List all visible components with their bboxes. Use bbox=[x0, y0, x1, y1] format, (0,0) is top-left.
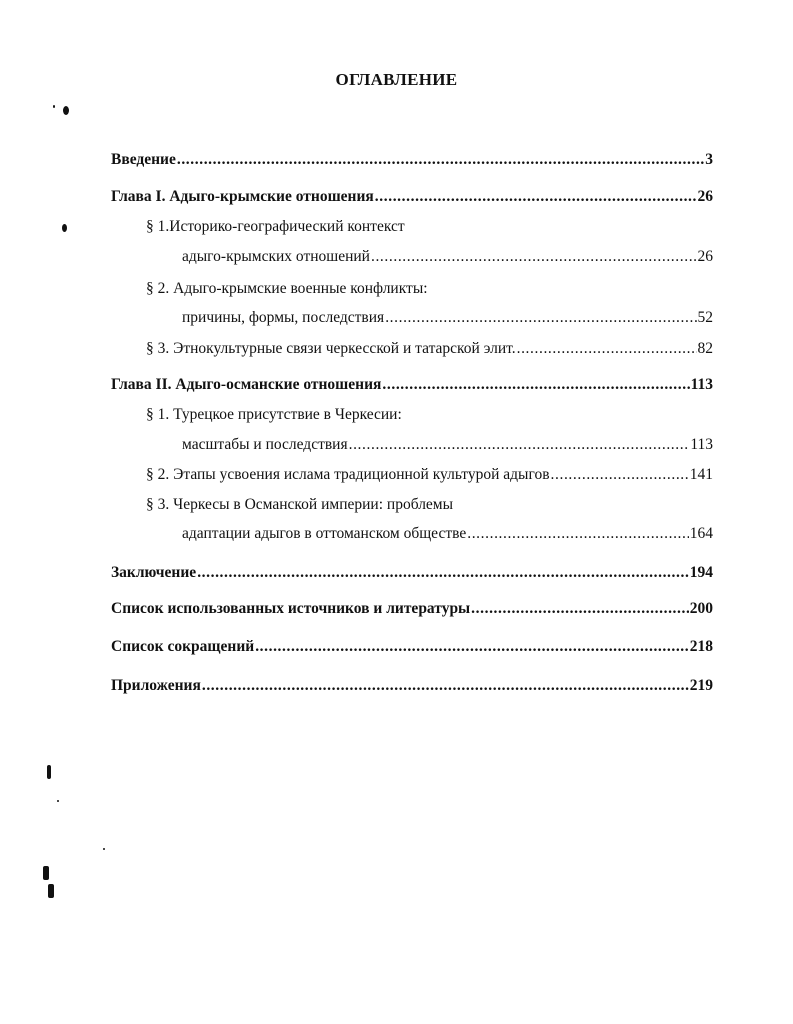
dot-leader bbox=[517, 339, 697, 359]
scan-speck bbox=[63, 106, 69, 115]
toc-entry-section-2-2 bbox=[146, 465, 713, 485]
toc-entry-page: 26 bbox=[697, 248, 713, 265]
dot-leader bbox=[349, 435, 690, 455]
dot-leader bbox=[382, 375, 689, 395]
toc-entry-label: Список использованных источников и литературы bbox=[111, 600, 471, 617]
scan-speck bbox=[48, 884, 54, 898]
toc-entry-page: 194 bbox=[689, 564, 713, 581]
toc-entry-page: 82 bbox=[697, 340, 713, 357]
toc-entry-label: адыго-крымских отношений bbox=[182, 248, 370, 265]
toc-section-1-2-title: § 2. Адыго-крымские военные конфликты: bbox=[146, 280, 428, 297]
toc-entry-appendices bbox=[111, 676, 713, 696]
toc-entry-section-1-3 bbox=[146, 339, 713, 359]
dot-leader bbox=[551, 465, 689, 485]
dot-leader bbox=[197, 563, 689, 583]
scan-speck bbox=[57, 800, 59, 802]
dot-leader bbox=[385, 308, 696, 328]
dot-leader bbox=[202, 676, 689, 696]
scan-speck bbox=[47, 765, 51, 779]
toc-entry-label: Введение bbox=[111, 151, 176, 168]
toc-entry-label: масштабы и последствия bbox=[182, 436, 348, 453]
toc-entry-chapter-1 bbox=[111, 187, 713, 207]
dot-leader bbox=[255, 637, 689, 657]
scan-speck bbox=[43, 866, 49, 880]
dot-leader bbox=[471, 599, 689, 619]
toc-entry-section-1-2 bbox=[182, 308, 713, 328]
toc-entry-label: Заключение bbox=[111, 564, 197, 581]
toc-entry-section-1-1 bbox=[182, 247, 713, 267]
toc-entry-page: 113 bbox=[690, 436, 713, 453]
scan-speck bbox=[62, 224, 67, 232]
toc-entry-page: 141 bbox=[689, 466, 713, 483]
toc-entry-label: § 3. Этнокультурные связи черкесской и татарской элит. bbox=[146, 340, 516, 357]
toc-entry-page: 219 bbox=[689, 677, 713, 694]
dot-leader bbox=[371, 247, 697, 267]
toc-entry-label: причины, формы, последствия bbox=[182, 309, 385, 326]
toc-entry-label: Список сокращений bbox=[111, 638, 255, 655]
toc-entry-page: 3 bbox=[705, 151, 713, 168]
toc-entry-page: 218 bbox=[689, 638, 713, 655]
page-title: ОГЛАВЛЕНИЕ bbox=[335, 70, 458, 89]
toc-entry-label: Приложения bbox=[111, 677, 201, 694]
toc-entry-label: Глава II. Адыго-османские отношения bbox=[111, 376, 382, 393]
dot-leader bbox=[177, 150, 704, 170]
toc-entry-label: § 2. Этапы усвоения ислама традиционной культурой адыгов bbox=[146, 466, 550, 483]
toc-entry-page: 164 bbox=[689, 525, 713, 542]
toc-entry-page: 113 bbox=[690, 376, 713, 393]
toc-section-2-3-title: § 3. Черкесы в Османской империи: проблемы bbox=[146, 496, 454, 513]
toc-entry-page: 26 bbox=[697, 188, 713, 205]
toc-entry-section-2-3 bbox=[182, 524, 713, 544]
toc-entry-chapter-2 bbox=[111, 375, 713, 395]
scan-speck bbox=[103, 848, 105, 850]
toc-entry-page: 200 bbox=[689, 600, 713, 617]
toc-section-1-1-title: § 1.Историко-географический контекст bbox=[146, 218, 405, 235]
toc-entry-introduction bbox=[111, 150, 713, 170]
toc-entry-label: Глава I. Адыго-крымские отношения bbox=[111, 188, 374, 205]
dot-leader bbox=[467, 524, 689, 544]
toc-section-2-1-title: § 1. Турецкое присутствие в Черкесии: bbox=[146, 406, 402, 423]
toc-entry-label: адаптации адыгов в оттоманском обществе bbox=[182, 525, 467, 542]
toc-entry-bibliography bbox=[111, 599, 713, 619]
dot-leader bbox=[375, 187, 697, 207]
toc-entry-abbreviations bbox=[111, 637, 713, 657]
toc-entry-section-2-1 bbox=[182, 435, 713, 455]
scan-speck bbox=[53, 105, 55, 108]
toc-entry-page: 52 bbox=[697, 309, 713, 326]
toc-entry-conclusion bbox=[111, 563, 713, 583]
